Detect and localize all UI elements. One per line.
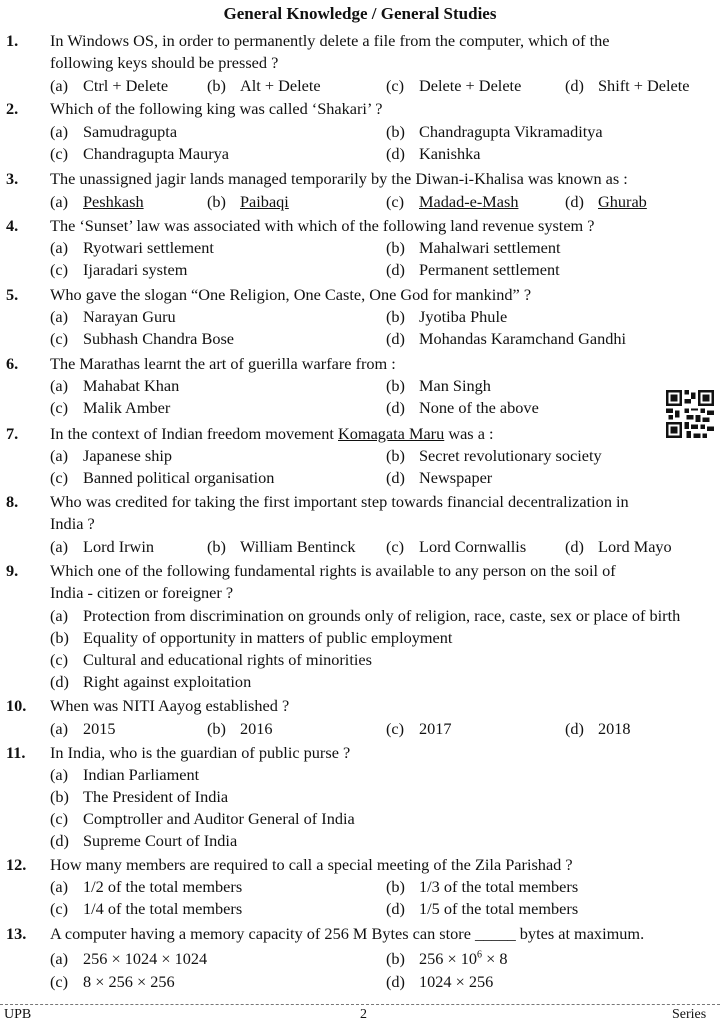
option-label: (b) bbox=[386, 949, 405, 968]
option-label: (b) bbox=[386, 307, 405, 326]
page-title: General Knowledge / General Studies bbox=[223, 4, 497, 23]
option-label: (b) bbox=[386, 122, 405, 141]
option-text: 2017 bbox=[419, 719, 452, 738]
question-text: India ? bbox=[50, 514, 95, 533]
question-number: 4. bbox=[6, 216, 19, 235]
option-text: Ryotwari settlement bbox=[83, 238, 214, 257]
option-text bbox=[419, 949, 508, 969]
option-text: 1024 × 256 bbox=[419, 972, 494, 991]
question-text: Which one of the following fundamental rights is available to any person on the soil of bbox=[50, 561, 616, 580]
question-number: 11. bbox=[6, 743, 26, 762]
option-label: (d) bbox=[50, 831, 69, 850]
option-label: (c) bbox=[50, 972, 69, 991]
option-text: Mohandas Karamchand Gandhi bbox=[419, 329, 627, 348]
question-text: Who was credited for taking the first important step towards financial decentralization in bbox=[50, 492, 629, 511]
option-label: (a) bbox=[50, 949, 69, 968]
question-number: 8. bbox=[6, 492, 19, 511]
question-number: 1. bbox=[6, 31, 19, 50]
option-label: (d) bbox=[386, 398, 405, 417]
question-text: The unassigned jagir lands managed temporarily by the Diwan-i-Khalisa was known as : bbox=[50, 169, 628, 188]
option-text: Right against exploitation bbox=[83, 672, 252, 691]
question-text: When was NITI Aayog established ? bbox=[50, 696, 290, 715]
option-label: (a) bbox=[50, 238, 69, 257]
question-text: In India, who is the guardian of public purse ? bbox=[50, 743, 351, 762]
option-label: (d) bbox=[386, 260, 405, 279]
option-label: (c) bbox=[386, 719, 405, 738]
question-number: 7. bbox=[6, 424, 19, 443]
option-text: Secret revolutionary society bbox=[419, 446, 602, 465]
question-text: The ‘Sunset’ law was associated with which of the following land revenue system ? bbox=[50, 216, 595, 235]
option-label: (a) bbox=[50, 307, 69, 326]
question-number: 3. bbox=[6, 169, 19, 188]
option-text: Chandragupta Vikramaditya bbox=[419, 122, 603, 141]
option-label: (a) bbox=[50, 606, 69, 625]
question-text bbox=[50, 424, 494, 444]
option-text: Delete + Delete bbox=[419, 76, 522, 95]
option-label: (b) bbox=[207, 192, 226, 211]
option-text: Ctrl + Delete bbox=[83, 76, 169, 95]
option-text: Permanent settlement bbox=[419, 260, 560, 279]
option-text: Protection from discrimination on grounds only of religion, race, caste, sex or place of birth bbox=[83, 606, 681, 625]
option-text: Indian Parliament bbox=[83, 765, 200, 784]
option-text: Alt + Delete bbox=[240, 76, 321, 95]
option-text: Narayan Guru bbox=[83, 307, 176, 326]
option-label: (b) bbox=[386, 376, 405, 395]
option-text: 2015 bbox=[83, 719, 116, 738]
option-label: (c) bbox=[50, 144, 69, 163]
option-label: (a) bbox=[50, 719, 69, 738]
option-label: (d) bbox=[565, 537, 584, 556]
option-text: 1/3 of the total members bbox=[419, 877, 579, 896]
option-text: Lord Mayo bbox=[598, 537, 672, 556]
option-text: Lord Irwin bbox=[83, 537, 154, 556]
option-text: Jyotiba Phule bbox=[419, 307, 508, 326]
option-text: Peshkash bbox=[83, 192, 144, 211]
option-text: Newspaper bbox=[419, 468, 493, 487]
option-label: (b) bbox=[50, 787, 69, 806]
option-text: Samudragupta bbox=[83, 122, 178, 141]
option-label: (b) bbox=[50, 628, 69, 647]
question-text: India - citizen or foreigner ? bbox=[50, 583, 234, 602]
option-text: Equality of opportunity in matters of public employment bbox=[83, 628, 453, 647]
option-text: Lord Cornwallis bbox=[419, 537, 527, 556]
exponent: 6 bbox=[477, 949, 483, 961]
option-label: (a) bbox=[50, 765, 69, 784]
option-text: Ghurab bbox=[598, 192, 647, 211]
option-label: (d) bbox=[50, 672, 69, 691]
option-text: Comptroller and Auditor General of India bbox=[83, 809, 355, 828]
question-text-part: A computer having a memory capacity of 256 M Bytes can store bbox=[50, 924, 476, 943]
footer-divider bbox=[0, 1004, 720, 1005]
option-label: (b) bbox=[386, 446, 405, 465]
option-label: (a) bbox=[50, 376, 69, 395]
question-number: 5. bbox=[6, 285, 19, 304]
question-number: 6. bbox=[6, 354, 19, 373]
option-text: Cultural and educational rights of minorities bbox=[83, 650, 372, 669]
option-text: William Bentinck bbox=[240, 537, 356, 556]
question-text: The Marathas learnt the art of guerilla warfare from : bbox=[50, 354, 396, 373]
option-label: (c) bbox=[386, 76, 405, 95]
option-text: Mahalwari settlement bbox=[419, 238, 561, 257]
option-label: (d) bbox=[386, 468, 405, 487]
question-text bbox=[50, 924, 644, 944]
option-label: (c) bbox=[50, 468, 69, 487]
question-number: 9. bbox=[6, 561, 19, 580]
option-label: (b) bbox=[207, 719, 226, 738]
option-label: (c) bbox=[50, 398, 69, 417]
option-label: (b) bbox=[386, 238, 405, 257]
option-text: 1/2 of the total members bbox=[83, 877, 243, 896]
option-text: Malik Amber bbox=[83, 398, 171, 417]
option-text-part: × 8 bbox=[482, 949, 508, 968]
answer-blank: _____ bbox=[475, 924, 516, 943]
question-text-part: bytes at maximum. bbox=[515, 924, 645, 943]
option-label: (b) bbox=[386, 877, 405, 896]
question-text: In Windows OS, in order to permanently delete a file from the computer, which of the bbox=[50, 31, 610, 50]
option-text: Man Singh bbox=[419, 376, 491, 395]
option-text: None of the above bbox=[419, 398, 539, 417]
footer-series: Series bbox=[672, 1007, 707, 1022]
option-text: Madad-e-Mash bbox=[419, 192, 519, 211]
footer-code: UPB bbox=[4, 1007, 32, 1022]
question-text: following keys should be pressed ? bbox=[50, 53, 279, 72]
option-label: (c) bbox=[50, 899, 69, 918]
option-text-part: 256 × 10 bbox=[419, 949, 478, 968]
option-text: 1/4 of the total members bbox=[83, 899, 243, 918]
option-label: (d) bbox=[565, 192, 584, 211]
option-label: (a) bbox=[50, 877, 69, 896]
option-text: Shift + Delete bbox=[598, 76, 690, 95]
option-text: Mahabat Khan bbox=[83, 376, 180, 395]
option-text: Banned political organisation bbox=[83, 468, 275, 487]
option-text: The President of India bbox=[83, 787, 229, 806]
question-text: Who gave the slogan “One Religion, One Caste, One God for mankind” ? bbox=[50, 285, 532, 304]
option-label: (c) bbox=[50, 260, 69, 279]
option-text: Kanishka bbox=[419, 144, 481, 163]
option-label: (a) bbox=[50, 122, 69, 141]
question-text-part: In the context of Indian freedom movement bbox=[50, 424, 338, 443]
option-label: (b) bbox=[207, 76, 226, 95]
question-number: 13. bbox=[6, 924, 27, 943]
question-text-part: was a : bbox=[444, 424, 494, 443]
page-number: 2 bbox=[360, 1007, 367, 1022]
option-label: (a) bbox=[50, 76, 69, 95]
option-label: (d) bbox=[386, 972, 405, 991]
option-text: 1/5 of the total members bbox=[419, 899, 579, 918]
option-label: (c) bbox=[50, 809, 69, 828]
option-text: Chandragupta Maurya bbox=[83, 144, 230, 163]
option-label: (d) bbox=[386, 329, 405, 348]
option-text: 256 × 1024 × 1024 bbox=[83, 949, 208, 968]
option-label: (d) bbox=[565, 76, 584, 95]
question-number: 2. bbox=[6, 99, 19, 118]
option-label: (a) bbox=[50, 446, 69, 465]
option-label: (d) bbox=[386, 899, 405, 918]
option-label: (d) bbox=[386, 144, 405, 163]
option-label: (d) bbox=[565, 719, 584, 738]
option-label: (c) bbox=[386, 192, 405, 211]
qr-code-icon bbox=[666, 390, 714, 438]
option-label: (a) bbox=[50, 537, 69, 556]
option-label: (c) bbox=[50, 650, 69, 669]
option-text: Japanese ship bbox=[83, 446, 173, 465]
option-text: Paibaqi bbox=[240, 192, 289, 211]
question-number: 12. bbox=[6, 855, 27, 874]
option-text: Subhash Chandra Bose bbox=[83, 329, 235, 348]
question-text: Which of the following king was called ‘Shakari’ ? bbox=[50, 99, 383, 118]
option-text: 8 × 256 × 256 bbox=[83, 972, 175, 991]
option-label: (c) bbox=[386, 537, 405, 556]
option-text: 2016 bbox=[240, 719, 273, 738]
option-label: (c) bbox=[50, 329, 69, 348]
option-text: 2018 bbox=[598, 719, 631, 738]
option-label: (a) bbox=[50, 192, 69, 211]
option-label: (b) bbox=[207, 537, 226, 556]
option-text: Supreme Court of India bbox=[83, 831, 238, 850]
question-number: 10. bbox=[6, 696, 27, 715]
option-text: Ijaradari system bbox=[83, 260, 188, 279]
underlined-term: Komagata Maru bbox=[338, 424, 445, 443]
question-text: How many members are required to call a special meeting of the Zila Parishad ? bbox=[50, 855, 573, 874]
